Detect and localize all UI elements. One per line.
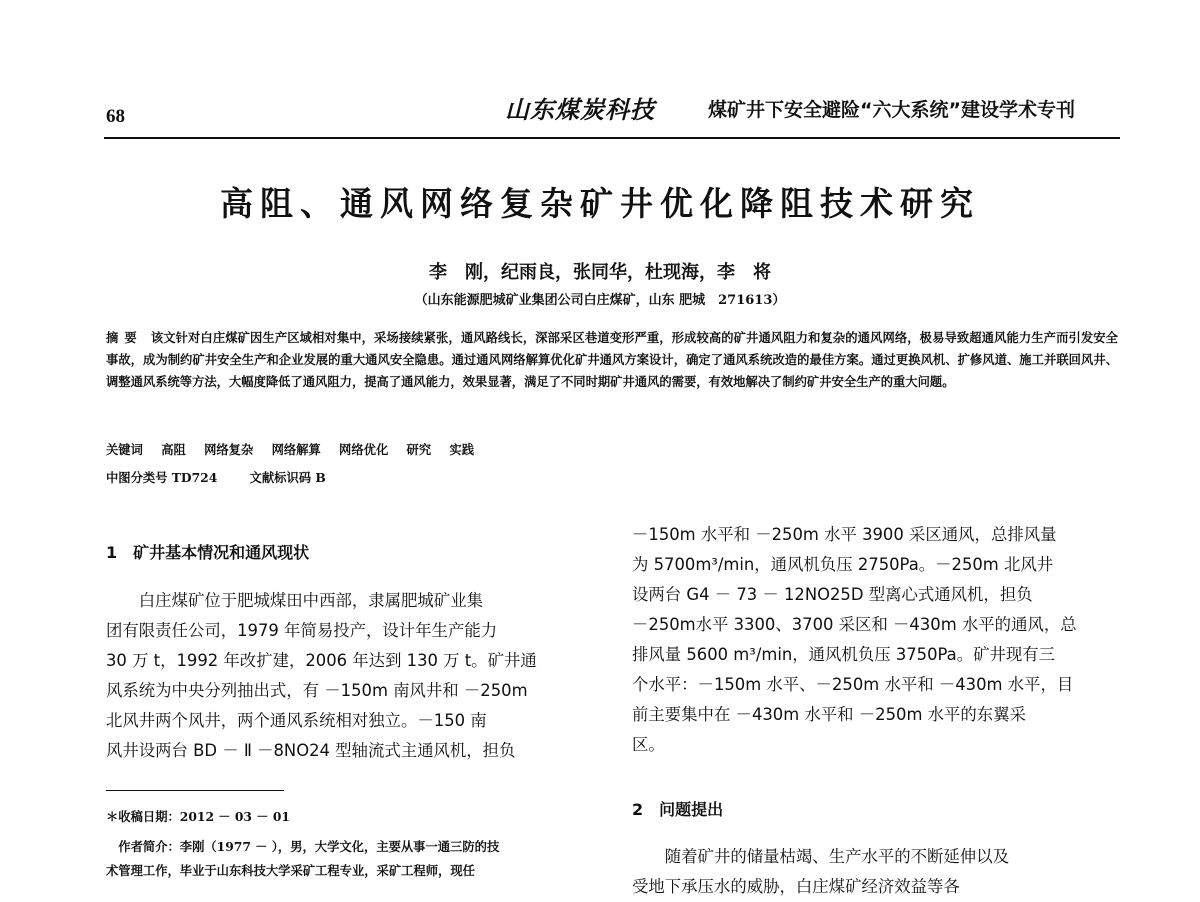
author-bio-footnote xyxy=(106,835,596,883)
body-line: －250m水平 3300、3700 采区和 －430m 水平的通风，总 xyxy=(632,615,1077,634)
page-number: 68 xyxy=(106,106,125,127)
doc-code-value: B xyxy=(315,470,326,485)
header-rule xyxy=(104,137,1120,139)
section-title: 问题提出 xyxy=(659,800,724,819)
classification xyxy=(106,468,326,486)
keywords xyxy=(106,440,488,458)
doc-code-label: 文献标识码 xyxy=(249,470,312,485)
keyword: 研究 xyxy=(406,442,432,457)
author-affiliation: （山东能源肥城矿业集团公司白庄煤矿，山东 肥城 271613） xyxy=(414,293,786,308)
abstract-label: 摘要 xyxy=(106,330,143,345)
clc-value: TD724 xyxy=(171,470,218,485)
special-issue-title: 煤矿井下安全避险“六大系统”建设学术专刊 xyxy=(708,99,1075,121)
body-line: －150m 水平和 －250m 水平 3900 采区通风，总排风量 xyxy=(632,525,1057,544)
right-column-body xyxy=(632,520,1120,760)
keyword: 高阻 xyxy=(161,442,186,457)
section-1-body xyxy=(106,586,594,766)
section-number: 2 xyxy=(632,800,644,819)
section-number: 1 xyxy=(106,543,118,562)
body-line: 受地下承压水的威胁，白庄煤矿经济效益等各 xyxy=(632,877,960,896)
body-line: 北风井两个风井，两个通风系统相对独立。－150 南 xyxy=(106,711,487,730)
keyword: 网络解算 xyxy=(271,442,321,457)
body-line: 白庄煤矿位于肥城煤田中西部，隶属肥城矿业集 xyxy=(106,591,483,610)
body-line: 区。 xyxy=(632,735,665,754)
article-title: 高阻、通风网络复杂矿井优化降阻技术研究 xyxy=(220,184,980,223)
section-2-heading xyxy=(632,797,723,820)
received-date-footnote: ＊收稿日期：2012 － 03 － 01 xyxy=(106,809,290,824)
body-line: 随着矿井的储量枯竭、生产水平的不断延伸以及 xyxy=(632,847,1009,866)
abstract-text: 该文针对白庄煤矿因生产区域相对集中，采场接续紧张，通风路线长，深部采区巷道变形严重，形成较高的矿井通风阻力和复杂的通风网络，极易导致超通风能力生产而引发安全事故，成为制约矿井安全生产和企业发展的重大通风安全隐患。通过通风网络解算优化矿井通风方案设计，确定了通风系统改造的最佳方案。通过更换风机、扩修风道、施工并联回风井、调整通风系统等方法，大幅度降低了通风阻力，提高了通风能力，效果显著，满足了不同时期矿井通风的需要，有效地解决了制约矿井安全生产的重大问题。 xyxy=(106,330,1118,389)
section-1-heading xyxy=(106,540,309,563)
body-line: 排风量 5600 m³/min，通风机负压 3750Pa。矿井现有三 xyxy=(632,645,1056,664)
keyword: 网络复杂 xyxy=(204,442,254,457)
body-line: 风系统为中央分列抽出式，有 －150m 南风井和 －250m xyxy=(106,681,528,700)
body-line: 前主要集中在 －430m 水平和 －250m 水平的东翼采 xyxy=(632,705,1026,724)
section-2-body xyxy=(632,842,1120,902)
keywords-label: 关键词 xyxy=(106,442,143,457)
body-line: 30 万 t，1992 年改扩建，2006 年达到 130 万 t。矿井通 xyxy=(106,651,537,670)
article-authors: 李 刚，纪雨良，张同华，杜现海，李 将 xyxy=(429,262,771,283)
footnote-line: 作者简介：李刚（1977 － ），男，大学文化，主要从事一通三防的技 xyxy=(106,839,500,854)
keyword: 网络优化 xyxy=(339,442,389,457)
clc-label: 中图分类号 xyxy=(106,470,168,485)
body-line: 风井设两台 BD － Ⅱ －8NO24 型轴流式主通风机，担负 xyxy=(106,741,516,760)
body-line: 为 5700m³/min，通风机负压 2750Pa。－250m 北风井 xyxy=(632,555,1054,574)
footnote-line: 术管理工作，毕业于山东科技大学采矿工程专业，采矿工程师，现任 xyxy=(106,863,475,878)
footnote-rule xyxy=(106,790,284,791)
section-title: 矿井基本情况和通风现状 xyxy=(133,543,310,562)
body-line: 团有限责任公司，1979 年简易投产，设计年生产能力 xyxy=(106,621,498,640)
keyword: 实践 xyxy=(449,442,475,457)
body-line: 个水平：－150m 水平、－250m 水平和 －430m 水平，目 xyxy=(632,675,1074,694)
abstract xyxy=(106,327,1118,393)
journal-name: 山东煤炭科技 xyxy=(505,95,655,124)
body-line: 设两台 G4 － 73 － 12NO25D 型离心式通风机，担负 xyxy=(632,585,1033,604)
